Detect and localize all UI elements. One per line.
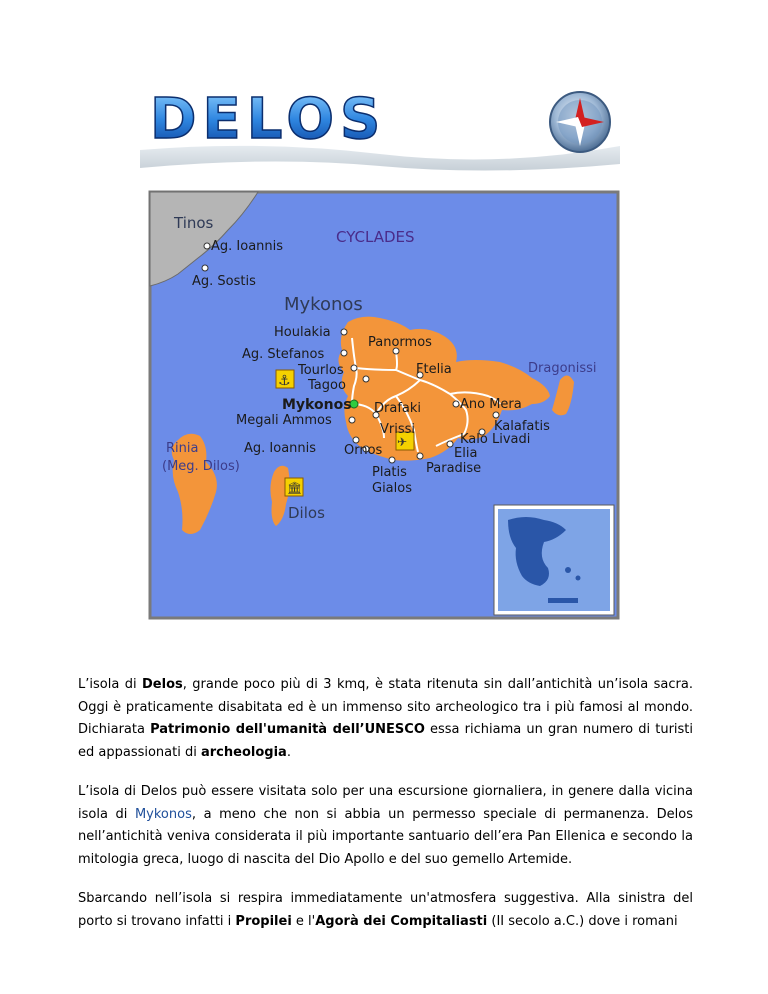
paragraph-3 [78,888,693,933]
anchor-icon [276,370,294,389]
p1-text-1: L’isola di [78,677,142,692]
p1-bold-unesco: Patrimonio dell'umanità dell’UNESCO [150,722,425,737]
p1-text-3: essa richiama un gran numero di turisti ed appassionati di [78,722,694,760]
p1-bold-archeologia: archeologia [200,744,287,760]
p3-text-2: e l' [291,913,316,929]
label-ag-ioannis-tinos: Ag. Ioannis [211,239,284,254]
label-mykonos-island: Mykonos [284,294,363,315]
label-rinia: Rinia [166,441,199,456]
svg-text:🏛: 🏛 [287,481,303,495]
label-ftelia: Ftelia [416,362,452,377]
p3-text-1: Sbarcando nell’isola si respira immediatamente un'atmosfera suggestiva. Alla sinistra del porto si trovano infatti i [78,891,693,929]
delos-map [148,190,620,620]
label-ag-sostis: Ag. Sostis [192,274,256,289]
p3-bold-agora: Agorà dei Compitaliasti [315,913,488,929]
label-elia: Elia [454,446,478,461]
p2-text-1: L’isola di Delos può essere visitata solo per una escursione giornaliera, in genere dalla vicina isola di [78,784,693,822]
paragraph-1 [78,674,693,764]
p1-text-2: , grande poco più di 3 kmq, è stata ritenuta sin dall’antichità un’isola sacra. Oggi è praticamente disabitata ed è un immenso sito archeologico tra i più famosi al mondo. Dichiarata [78,677,693,737]
p3-bold-propilei: Propilei [235,913,292,929]
museum-icon [285,478,303,496]
label-drafaki: Drafaki [374,401,422,416]
label-megali-ammos: Megali Ammos [236,413,332,428]
label-ano-mera: Ano Mera [460,397,522,412]
label-kalafatis: Kalafatis [494,419,550,434]
p1-bold-delos: Delos [142,677,183,692]
p2-text-2: , a meno che non si abbia un permesso speciale di permanenza. Delos nell’antichità veniva considerata il più importante santuario dell’era Pan Ellenica e secondo la mitologia greca, luogo di nascita del Dio Apollo e del suo gemello Artemide. [78,806,694,867]
label-dilos: Dilos [288,504,325,522]
label-tagoo: Tagoo [308,378,346,393]
label-ornos: Ornos [344,443,383,458]
article-body [78,674,693,950]
banner-title: DELOS [150,87,387,152]
label-paradise: Paradise [426,461,482,476]
label-gialos: Gialos [372,481,412,496]
banner-graphic [140,80,620,180]
p1-text-4: . [286,744,291,760]
label-panormos: Panormos [368,335,432,350]
header-banner [140,80,620,180]
compass-icon [550,92,610,152]
label-houlakia: Houlakia [274,325,331,340]
label-ag-ioannis: Ag. Ioannis [244,441,317,456]
label-tourlos: Tourlos [298,363,344,378]
svg-text:⚓: ⚓ [278,373,291,389]
label-vrissi: Vrissi [380,422,416,437]
label-meg-dilos: (Meg. Dilos) [162,459,240,474]
greece-inset-map [494,505,614,615]
label-cyclades: CYCLADES [336,228,415,246]
label-platis: Platis [372,465,407,480]
label-mykonos-town: Mykonos [282,397,352,413]
mykonos-link[interactable]: Mykonos [134,806,192,822]
paragraph-2 [78,781,693,871]
label-tinos: Tinos [174,214,214,232]
svg-text:✈: ✈ [397,435,408,449]
p3-text-3: (II secolo a.C.) dove i romani [487,913,678,929]
label-kalo-livadi: Kalo Livadi [460,432,531,447]
label-dragonissi: Dragonissi [528,361,597,376]
label-ag-stefanos: Ag. Stefanos [242,347,325,362]
